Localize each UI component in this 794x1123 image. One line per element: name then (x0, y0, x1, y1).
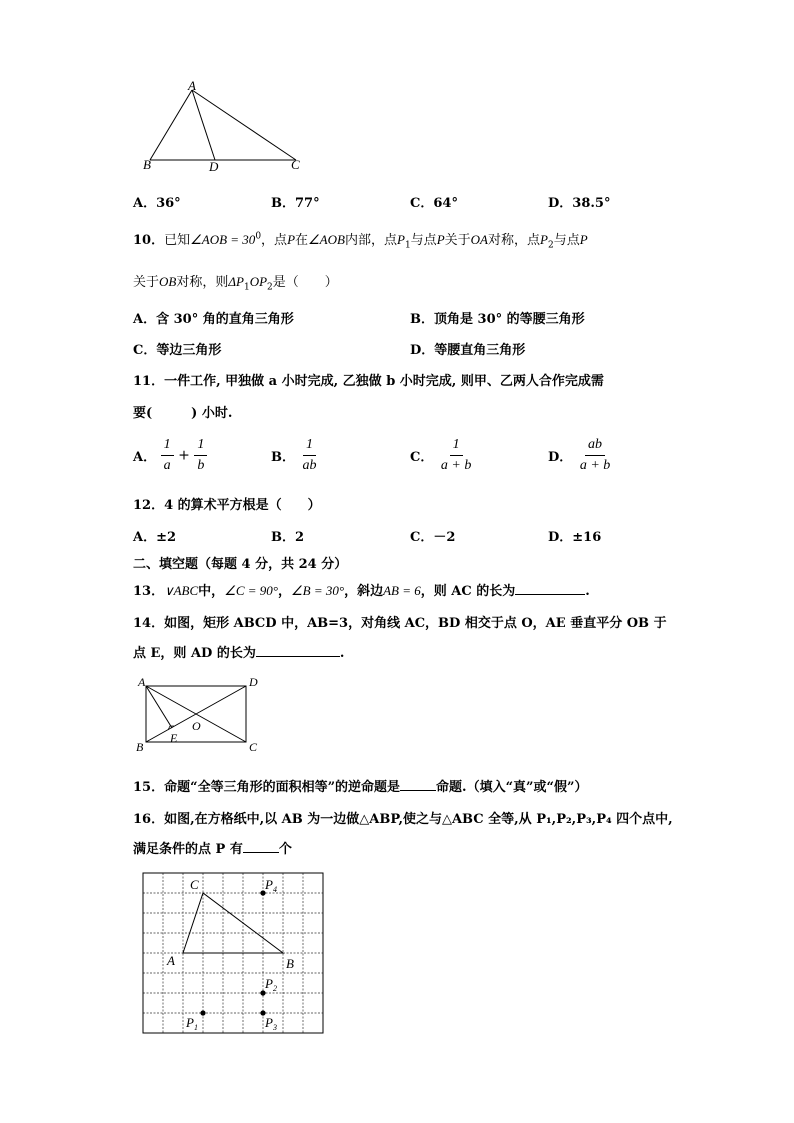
q11-option-b[interactable]: B． $\frac{1}{ab}$ (271, 437, 317, 473)
label-d: D (209, 159, 219, 172)
section-title-fill-blank: 二、填空题（每题 4 分，共 24 分） (133, 557, 348, 572)
label-d: D (249, 675, 258, 689)
q10-option-b[interactable]: B．顶角是 30° 的等腰三角形 (410, 312, 585, 327)
q10-line2: 关于OB对称，则$\Delta P_1OP_2$是（ ） (133, 274, 338, 293)
label-a: A (167, 953, 175, 968)
label-a: A (138, 675, 146, 689)
q10-option-c[interactable]: C．等边三角形 (133, 343, 222, 358)
q11-option-d[interactable]: D． $\frac{ab}{a + b}$ (548, 437, 611, 473)
q13: 13．∨ABC中，∠C = 90°，∠B = 30°，斜边AB = 6，则 AC 的长为 . (133, 583, 590, 599)
label-c: C (291, 157, 300, 172)
q12-option-c[interactable]: C．－2 (410, 530, 456, 545)
label-o: O (192, 719, 201, 733)
label-a: A (188, 80, 196, 93)
grid-figure (140, 870, 326, 1036)
label-b: B (286, 956, 294, 971)
label-e: E (170, 731, 178, 745)
rectangle-figure (134, 672, 264, 757)
label-c: C (249, 740, 258, 754)
q15: 15．命题“全等三角形的面积相等”的逆命题是 命题.（填入“真”或“假”） (133, 780, 588, 795)
triangle-figure (138, 80, 308, 172)
label-p1: $P_1$ (186, 1015, 198, 1032)
q16-line2: 满足条件的点 P 有 个 (133, 842, 292, 857)
q10-line1: 10．已知∠AOB = $30^0$，点P在∠AOB内部，点$P_1$与点P关于OA对称，点$P_2$与点P (133, 231, 588, 251)
q11-line2: 要( ) 小时. (133, 406, 233, 421)
q16-line1: 16．如图,在方格纸中,以 AB 为一边做△ABP,使之与△ABC 全等,从 P₁,P₂,P₃,P₄ 四个点中, (133, 812, 673, 827)
q11-option-a[interactable]: A． $\frac{1}{a}$ + $\frac{1}{b}$ (133, 437, 207, 474)
q11-line1: 11．一件工作, 甲独做 a 小时完成, 乙独做 b 小时完成, 则甲、乙两人合作完成需 (133, 374, 604, 389)
point-p1 (200, 1010, 205, 1015)
q11-option-c[interactable]: C． $\frac{1}{a + b}$ (410, 437, 472, 473)
q14-line2: 点 E，则 AD 的长为 . (133, 646, 345, 661)
q13-answer-blank[interactable] (515, 582, 585, 595)
q9-option-c[interactable]: C．64° (410, 196, 458, 211)
side-ac (192, 90, 296, 160)
point-p2 (260, 990, 265, 995)
q9-option-d[interactable]: D．38.5° (548, 196, 611, 211)
side-ab (150, 90, 192, 160)
q15-answer-blank[interactable] (400, 778, 436, 791)
q9-option-a[interactable]: A．36° (133, 196, 181, 211)
q12-option-d[interactable]: D．±16 (548, 530, 602, 545)
q12-stem: 12．4 的算术平方根是（ ） (133, 498, 321, 513)
label-p4: $P_4$ (265, 877, 277, 894)
label-p2: $P_2$ (265, 976, 277, 993)
q14-line1: 14．如图，矩形 ABCD 中，AB=3，对角线 AC，BD 相交于点 O，AE 垂直平分 OB 于 (133, 616, 667, 631)
label-b: B (143, 157, 151, 172)
q12-option-b[interactable]: B．2 (271, 530, 305, 545)
q16-answer-blank[interactable] (243, 840, 279, 853)
q14-answer-blank[interactable] (256, 644, 340, 657)
triangle-abc (183, 893, 283, 953)
q12-option-a[interactable]: A．±2 (133, 530, 177, 545)
segment-ae (146, 686, 172, 728)
label-p3: $P_3$ (265, 1015, 277, 1032)
label-c: C (190, 877, 199, 892)
segment-ad (192, 90, 215, 160)
q10-option-a[interactable]: A．含 30° 角的直角三角形 (133, 312, 294, 327)
q10-option-d[interactable]: D．等腰直角三角形 (410, 343, 526, 358)
label-b: B (136, 740, 144, 754)
q9-option-b[interactable]: B．77° (271, 196, 320, 211)
